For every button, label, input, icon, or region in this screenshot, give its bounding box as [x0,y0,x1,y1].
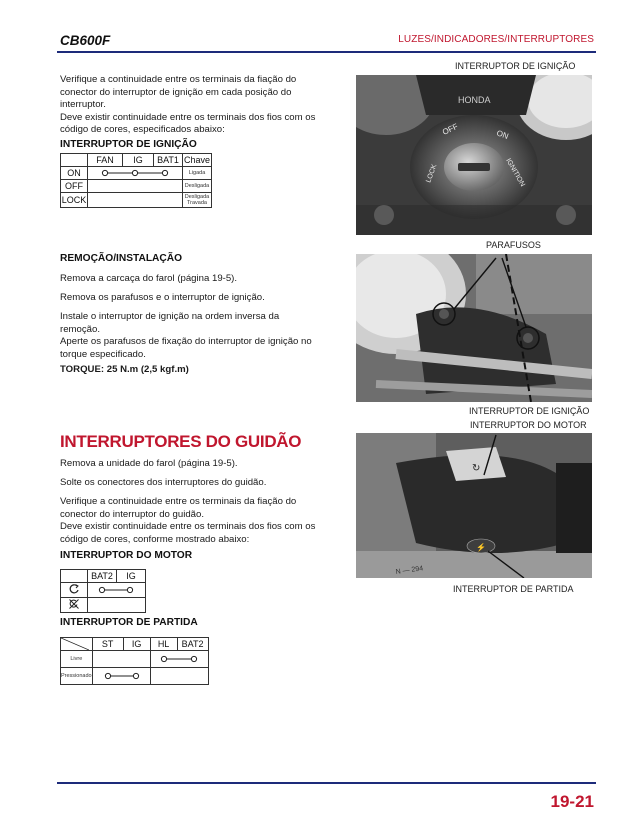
svg-text:LOCK: LOCK [425,163,439,184]
page-number: 19-21 [550,792,594,811]
torque-spec: TORQUE: 25 N.m (2,5 kgf.m) [60,364,189,375]
removal-title: REMOÇÃO/INSTALAÇÃO [60,253,183,264]
engine-stop-table: BAT2 IG [60,569,146,613]
continuity-on [88,167,183,180]
ignition-table-title: INTERRUPTOR DE IGNIÇÃO [60,139,197,150]
run-icon [61,583,88,598]
footer-rule [57,782,596,784]
handlebar-switch-photo [356,433,592,578]
stop-icon [61,598,88,613]
section-title: LUZES/INDICADORES/INTERRUPTORES [398,34,594,45]
ignition-removal-photo [356,254,592,402]
svg-text:⚡: ⚡ [476,543,486,552]
handlebar-step-1: Remova a unidade do farol (página 19-5). [60,458,238,469]
svg-text:IGNITION: IGNITION [504,157,526,188]
ignition-switch-photo [356,75,592,235]
start-switch-title: INTERRUPTOR DE PARTIDA [60,617,198,628]
svg-text:OFF: OFF [441,121,460,137]
continuity-run [88,583,146,598]
svg-text:N — 294: N — 294 [395,565,424,576]
header-rule [57,51,596,53]
handlebar-step-3: Verifique a continuidade entre os terminais da fiação do conector do interruptor do guidão. Deve existir continuidade entre os terminais dos fios com os código de cores, conforme mostrado abaixo: [60,496,316,545]
handlebar-step-2: Solte os conectores dos interruptores do guidão. [60,477,267,488]
svg-text:↻: ↻ [472,463,481,474]
ignition-photo-caption: INTERRUPTOR DE IGNIÇÃO [455,61,576,71]
model-title: CB600F [60,33,111,48]
start-switch-caption: INTERRUPTOR DE PARTIDA [453,584,574,594]
continuity-pressed [92,668,150,685]
ignition-caption-below: INTERRUPTOR DE IGNIÇÃO [469,406,590,416]
start-switch-table: ST IG HL BAT2 Livre Pressionado [60,637,209,685]
engine-stop-title: INTERRUPTOR DO MOTOR [60,550,193,561]
bolts-caption: PARAFUSOS [486,240,541,250]
removal-step-1: Remova a carcaça do farol (página 19-5). [60,273,238,284]
engine-stop-caption: INTERRUPTOR DO MOTOR [470,420,587,430]
removal-step-2: Remova os parafusos e o interruptor de ignição. [60,292,265,303]
svg-text:HONDA: HONDA [458,95,491,105]
ignition-continuity-table: FAN IG BAT1 Chave ON Ligada OFF Desligada LOCK Desligada Travada [61,155,210,206]
continuity-free [150,651,208,668]
svg-text:ON: ON [495,128,510,141]
handlebar-section-title: INTERRUPTORES DO GUIDÃO [60,432,302,451]
ignition-intro: Verifique a continuidade entre os terminais da fiação do conector do interruptor de ignição em cada posição do interruptor. Deve existir continuidade entre os terminais dos fios com os código de cores, especificados abaixo: [60,74,316,136]
diagonal-header-cell [61,638,93,651]
removal-step-3: Instale o interruptor de ignição na ordem inversa da remoção. Aperte os parafusos de fixação do interruptor de ignição no torque especificado. [60,311,312,360]
